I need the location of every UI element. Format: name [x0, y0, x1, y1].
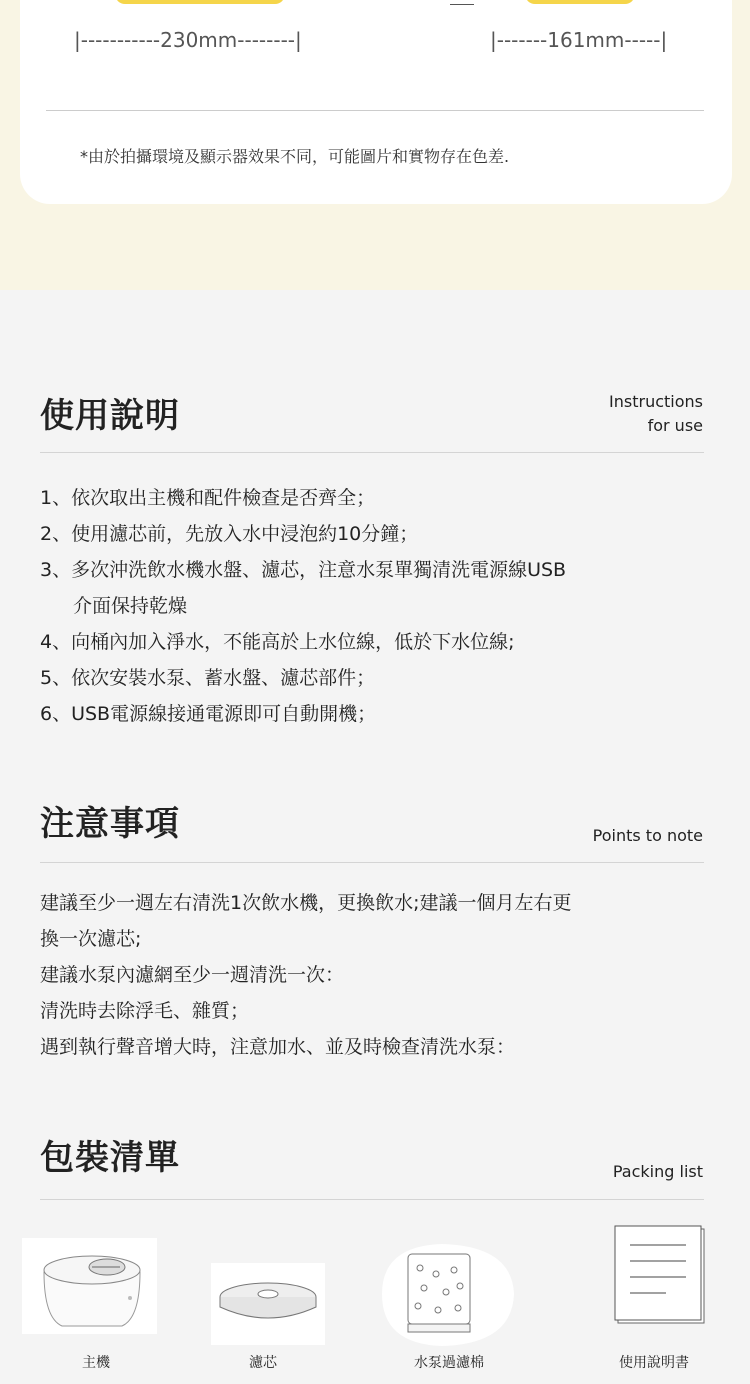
note-line: 建議至少一週左右清洗1次飲水機，更換飲水;建議一個月左右更	[40, 892, 572, 914]
packing-title: 包裝清單	[40, 1138, 180, 1178]
product-image-edge-right	[525, 0, 635, 4]
packing-divider	[40, 1199, 704, 1200]
instruction-manual-icon	[614, 1225, 706, 1325]
note-line: 換一次濾芯;	[40, 928, 142, 950]
packing-item-label: 濾芯	[249, 1355, 277, 1371]
instructions-subtitle-line2: for use	[647, 416, 703, 435]
packing-item-label: 水泵過濾棉	[414, 1355, 484, 1371]
dimension-width-label: |-----------230mm--------|	[74, 28, 302, 52]
instruction-step: 2、使用濾芯前，先放入水中浸泡約10分鐘；	[40, 523, 419, 545]
instruction-step: 5、依次安裝水泵、蓄水盤、濾芯部件；	[40, 667, 376, 689]
instructions-divider	[40, 452, 704, 453]
notes-subtitle: Points to note	[592, 826, 703, 845]
card-divider	[46, 110, 704, 111]
note-line: 建議水泵內濾網至少一週清洗一次：	[40, 964, 345, 986]
packing-subtitle: Packing list	[612, 1162, 703, 1181]
instruction-step-continued: 介面保持乾燥	[73, 595, 188, 617]
dimension-depth-label: |-------161mm-----|	[490, 28, 668, 52]
packing-item-label: 使用說明書	[619, 1355, 689, 1371]
instructions-title: 使用說明	[40, 396, 180, 436]
notes-divider	[40, 862, 704, 863]
note-line: 遇到執行聲音增大時，注意加水、並及時檢查清洗水泵：	[40, 1036, 516, 1058]
instruction-step: 4、向桶內加入淨水，不能高於上水位線，低於下水位線;	[40, 631, 515, 653]
product-image-edge-left	[115, 0, 285, 4]
instructions-subtitle-line1: Instructions	[609, 392, 703, 411]
notes-list	[40, 885, 710, 1065]
packing-item-label: 主機	[82, 1355, 110, 1371]
notes-title: 注意事項	[40, 804, 180, 844]
instructions-subtitle	[609, 390, 703, 438]
dimension-tick	[450, 4, 474, 5]
instruction-step: 3、多次沖洗飲水機水盤、濾芯，注意水泵單獨清洗電源線USB	[40, 559, 567, 581]
note-line: 清洗時去除浮毛、雜質；	[40, 1000, 250, 1022]
instruction-step: 6、USB電源線接通電源即可自動開機；	[40, 703, 377, 725]
color-disclaimer: *由於拍攝環境及顯示器效果不同，可能圖片和實物存在色差.	[80, 147, 510, 166]
fountain-main-unit-icon	[22, 1238, 157, 1334]
filter-cartridge-icon	[211, 1263, 325, 1345]
pump-filter-sponge-icon	[372, 1240, 517, 1348]
instruction-step: 1、依次取出主機和配件檢查是否齊全；	[40, 487, 376, 509]
instructions-list	[40, 480, 710, 732]
